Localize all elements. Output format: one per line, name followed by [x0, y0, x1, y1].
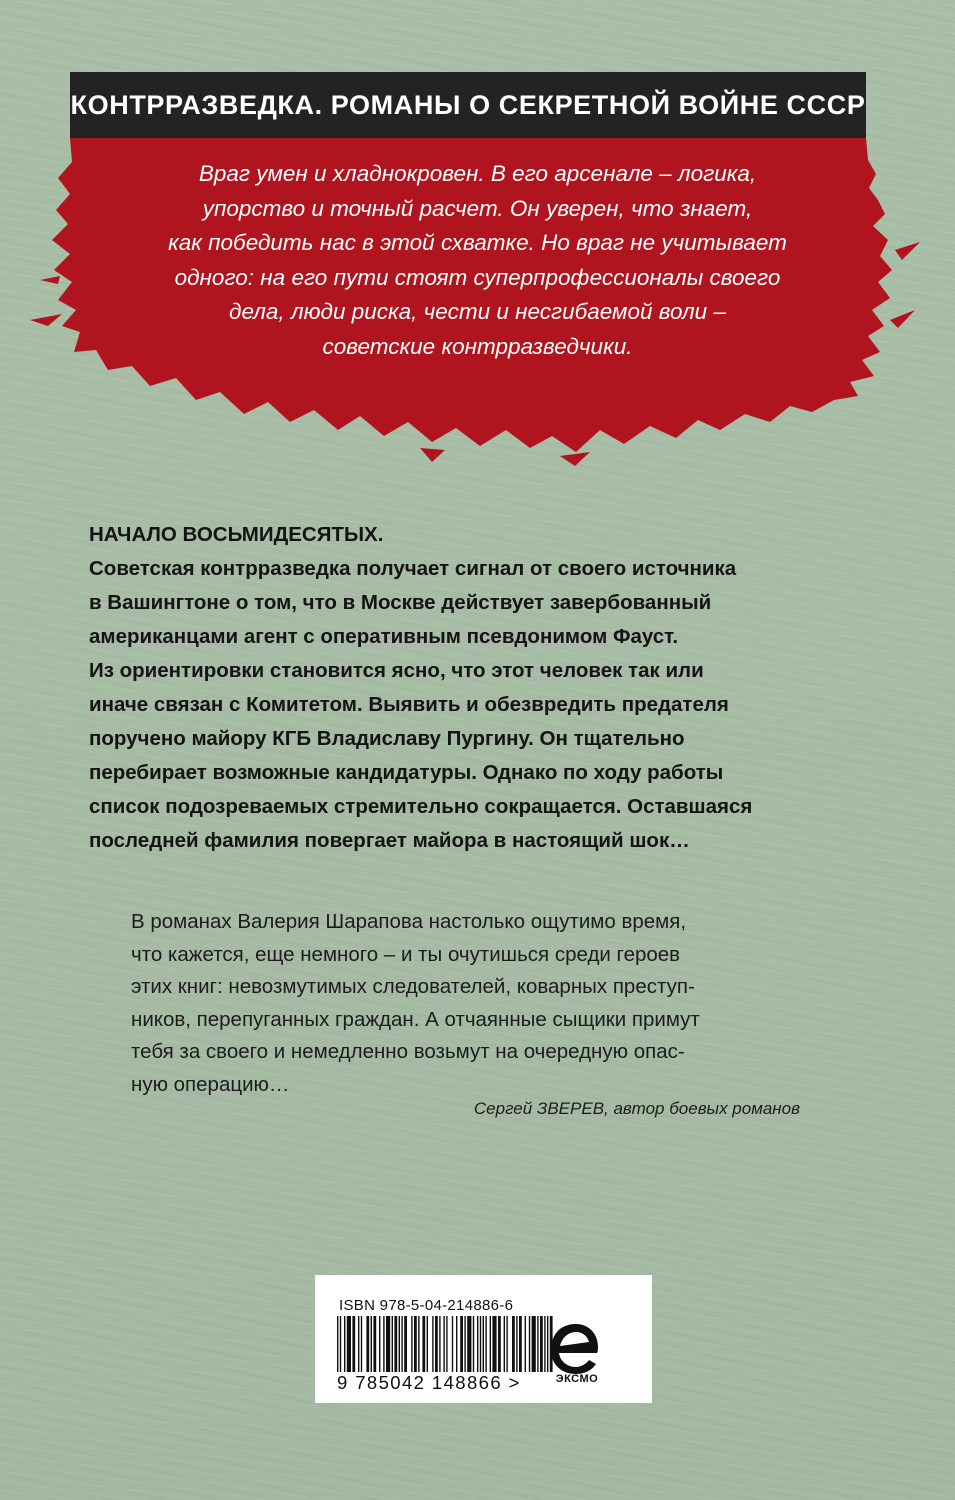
barcode-bar	[529, 1316, 530, 1372]
review-line: что кажется, еще немного – и ты очутишься среди героев	[131, 942, 681, 966]
tagline	[110, 157, 845, 364]
barcode-bar	[383, 1316, 384, 1372]
barcode-bar	[537, 1316, 538, 1372]
review-author: Сергей ЗВЕРЕВ, автор боевых романов	[473, 1099, 800, 1118]
synopsis	[89, 518, 889, 858]
barcode-bar	[418, 1316, 419, 1372]
barcode-bar	[467, 1316, 471, 1372]
barcode-bar	[483, 1316, 484, 1372]
barcode-bar	[464, 1316, 465, 1372]
barcode-bar	[386, 1316, 390, 1372]
barcode-bar	[361, 1316, 362, 1372]
synopsis-heading: НАЧАЛО ВОСЬМИДЕСЯТЫХ.	[89, 523, 384, 546]
barcode-bar	[414, 1316, 417, 1372]
barcode-bar	[485, 1316, 486, 1372]
barcode-bar	[452, 1316, 453, 1372]
barcode-bar	[344, 1316, 345, 1372]
synopsis-line: иначе связан с Комитетом. Выявить и обезвредить предателя	[89, 693, 729, 716]
tagline-line: одного: на его пути стоят суперпрофессионалы своего	[174, 264, 781, 290]
synopsis-line: последней фамилия повергает майора в настоящий шок…	[89, 829, 690, 852]
tagline-line: Враг умен и хладнокровен. В его арсенале – логика,	[198, 161, 757, 186]
barcode-bar	[540, 1316, 543, 1372]
barcode-bar	[460, 1316, 463, 1372]
review-line: В романах Валерия Шарапова настолько ощутимо время,	[131, 910, 687, 933]
tagline-line: как победить нас в этой схватке. Но враг не учитывает	[168, 230, 787, 255]
barcode-bar	[394, 1316, 397, 1372]
series-title: КОНТРРАЗВЕДКА. РОМАНЫ О СЕКРЕТНОЙ ВОЙНЕ СССР	[70, 89, 866, 120]
barcode-bar	[506, 1316, 507, 1372]
barcode-bar	[347, 1316, 351, 1372]
barcode-bar	[379, 1316, 380, 1372]
barcode-bar	[401, 1316, 402, 1372]
synopsis-line: перебирает возможные кандидатуры. Однако по ходу работы	[89, 761, 724, 784]
barcode-bar	[422, 1316, 425, 1372]
publisher-name: ЭКСМО	[555, 1373, 599, 1385]
barcode-bar	[490, 1316, 491, 1372]
synopsis-line: Советская контрразведка получает сигнал от своего источника	[89, 557, 737, 580]
barcode-bar	[399, 1316, 400, 1372]
barcode-bar	[427, 1316, 428, 1372]
synopsis-line: Из ориентировки становится ясно, что этот человек так или	[89, 659, 704, 682]
barcode-bar	[504, 1316, 505, 1372]
barcode-bar	[473, 1316, 474, 1372]
barcode-bar	[358, 1316, 359, 1372]
synopsis-line: список подозреваемых стремительно сокращается. Оставшаяся	[89, 795, 753, 818]
barcode-bar	[373, 1316, 376, 1372]
barcode-bar	[432, 1316, 433, 1372]
tagline-line: дела, люди риска, чести и несгибаемой воли –	[229, 299, 726, 324]
barcode-bar	[404, 1316, 407, 1372]
barcode-bar	[340, 1316, 341, 1372]
barcode-bar	[392, 1316, 393, 1372]
series-title-bar	[70, 72, 866, 138]
barcode-bar	[456, 1316, 457, 1372]
barcode-bar	[525, 1316, 526, 1372]
review-line: ников, перепуганных граждан. А отчаянные сыщики примут	[131, 1007, 700, 1031]
barcode-bar	[492, 1316, 496, 1372]
barcode-bar	[532, 1316, 536, 1372]
barcode-bar	[516, 1316, 517, 1372]
review-line: ную операцию…	[131, 1072, 290, 1096]
barcode-bar	[352, 1316, 355, 1372]
review-line: тебя за своего и немедленно возьмут на очередную опас-	[131, 1040, 685, 1063]
tagline-line: советские контрразведчики.	[322, 333, 633, 359]
synopsis-line: поручено майору КГБ Владиславу Пургину. Он тщательно	[89, 727, 685, 750]
barcode-bar	[480, 1316, 481, 1372]
barcode-bar	[411, 1316, 412, 1372]
barcode-bar	[477, 1316, 478, 1372]
barcode-bar	[439, 1316, 440, 1372]
barcode-bar	[519, 1316, 522, 1372]
synopsis-line: в Вашингтоне о том, что в Москве действует завербованный	[89, 591, 712, 614]
isbn-label: ISBN 978-5-04-214886-6	[339, 1297, 514, 1314]
barcode	[337, 1316, 557, 1372]
barcode-bar	[443, 1316, 444, 1372]
barcode-digits: 9 785042 148866 >	[337, 1372, 521, 1393]
barcode-bar	[512, 1316, 515, 1372]
synopsis-line: американцами агент с оперативным псевдонимом Фауст.	[89, 625, 679, 648]
review-quote	[131, 906, 851, 1101]
barcode-bar	[435, 1316, 438, 1372]
barcode-bar	[371, 1316, 372, 1372]
barcode-bar	[498, 1316, 501, 1372]
barcode-bar	[366, 1316, 369, 1372]
review-line: этих книг: невозмутимых следователей, коварных преступ-	[131, 975, 695, 998]
barcode-bar	[337, 1316, 338, 1372]
barcode-bar	[446, 1316, 447, 1372]
tagline-line: упорство и точный расчет. Он уверен, что знает,	[202, 195, 753, 221]
